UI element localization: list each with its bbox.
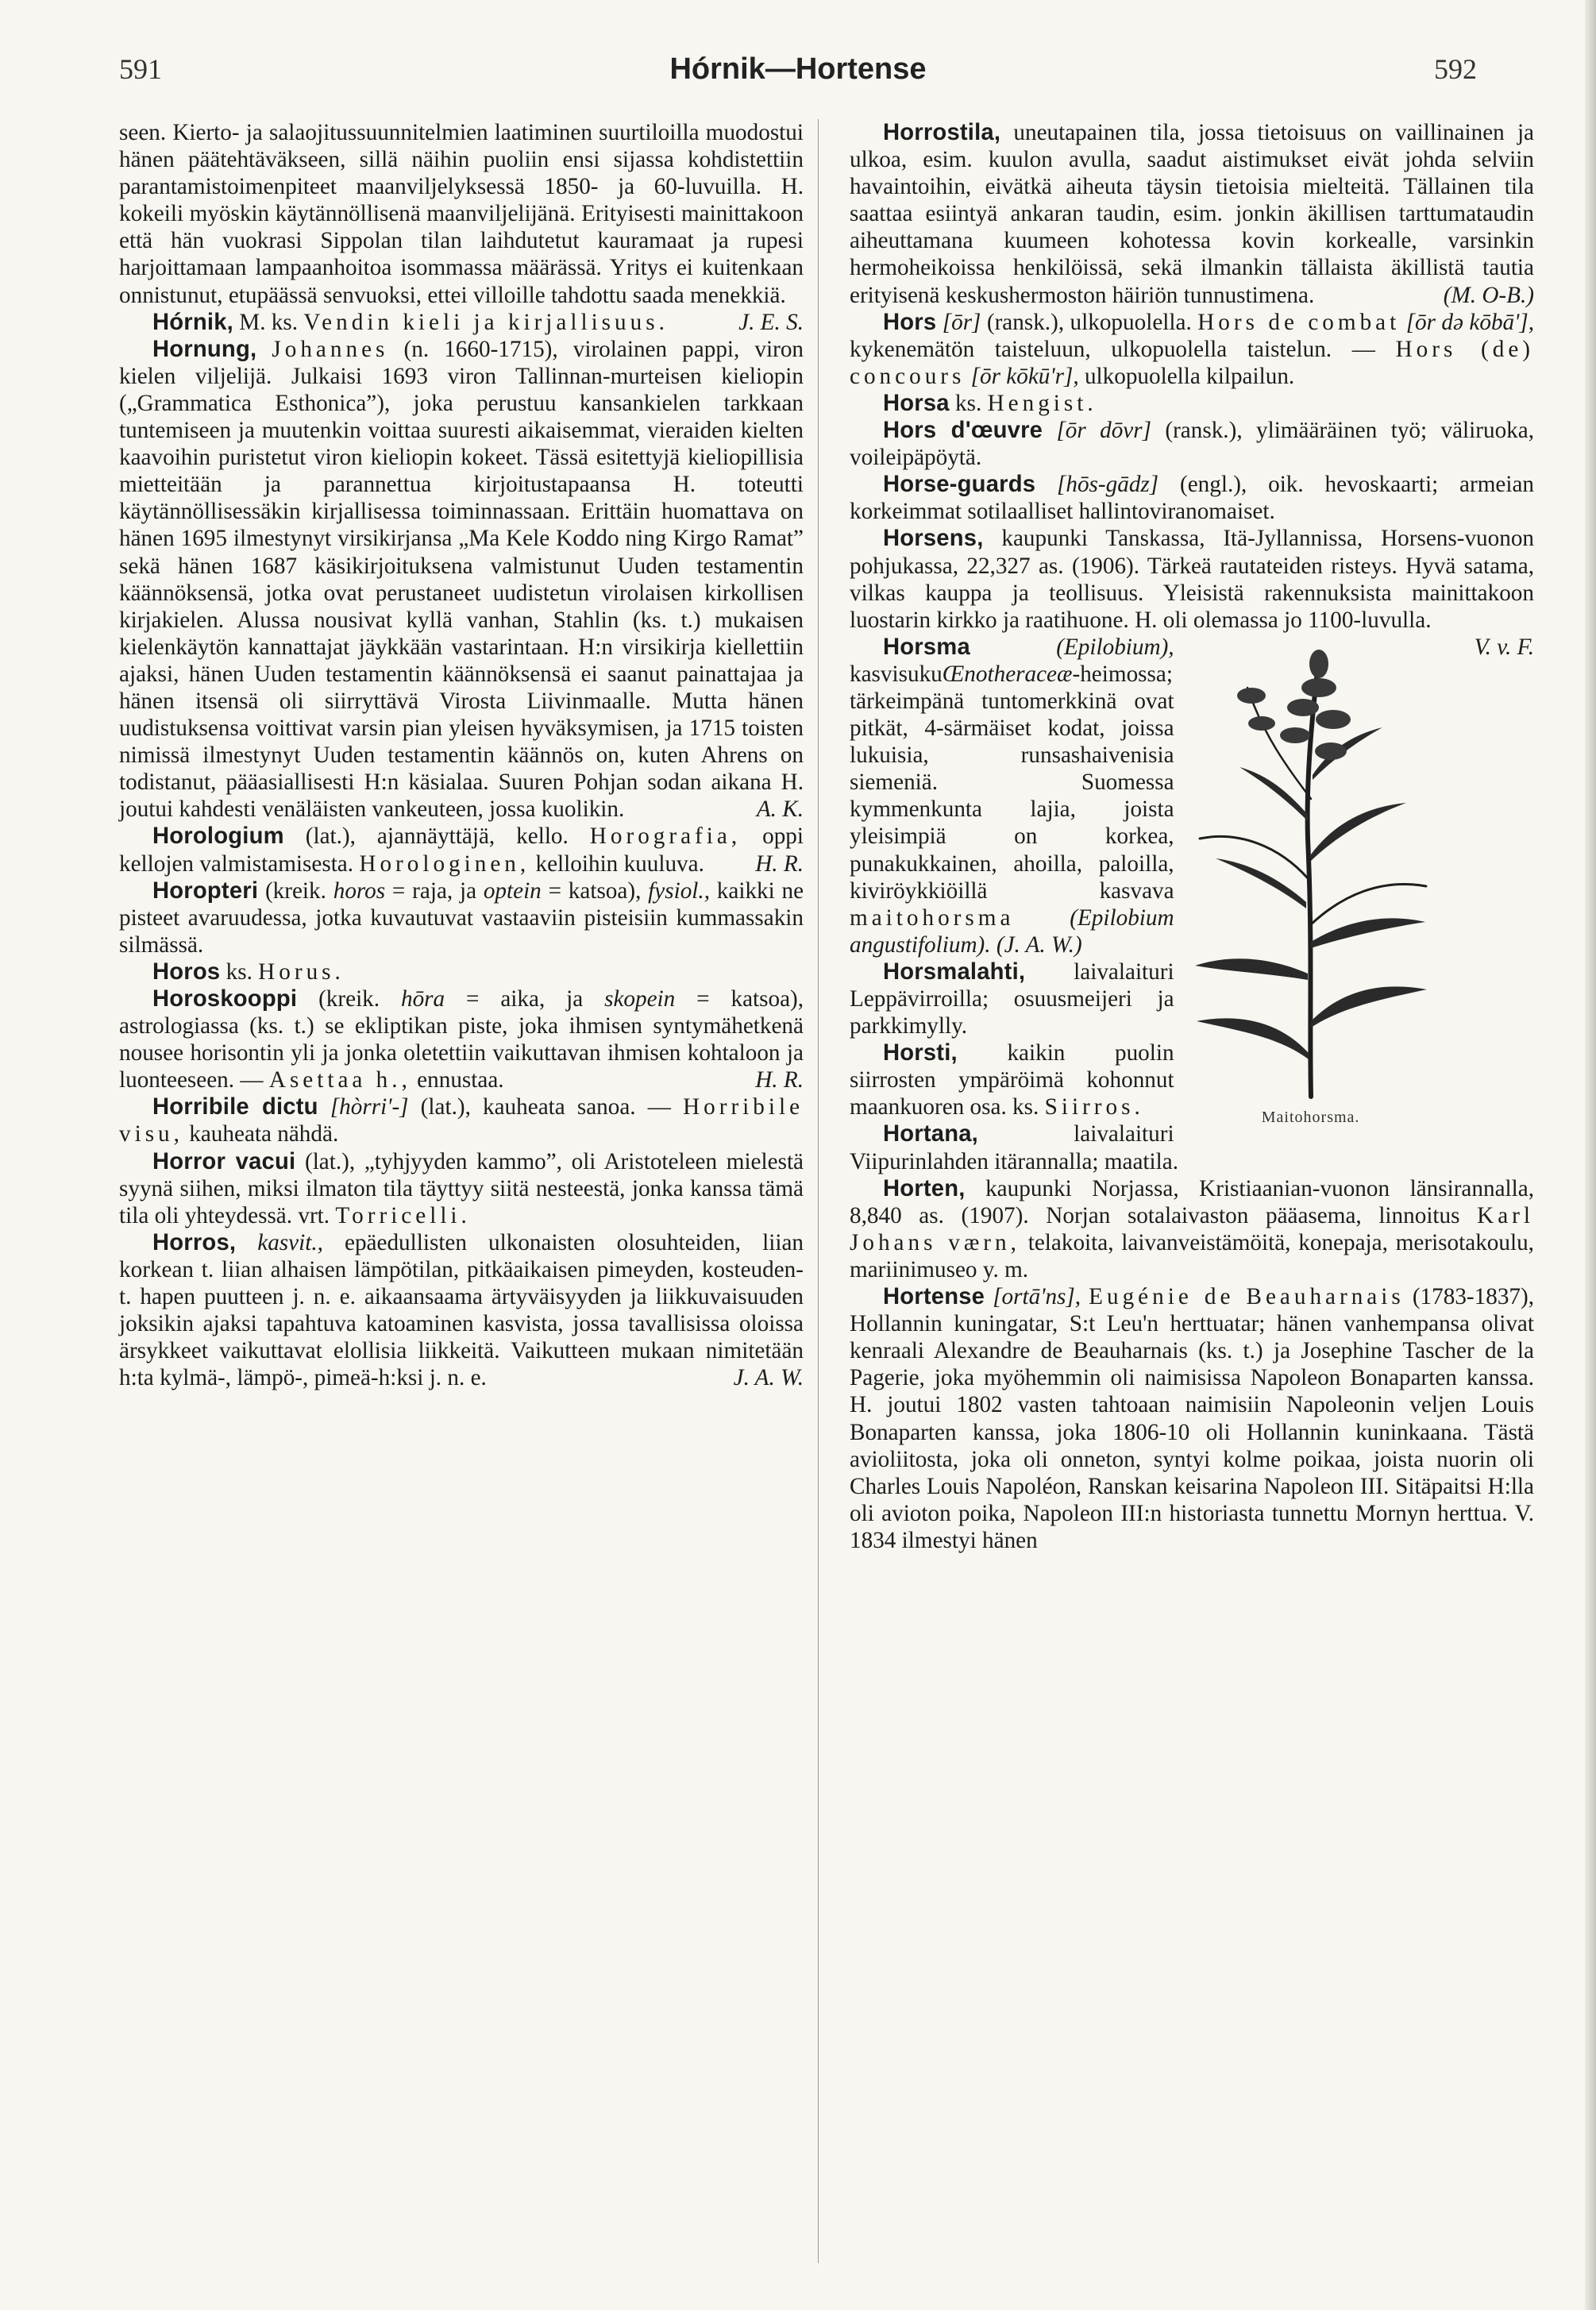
headword: Horsti,: [883, 1040, 958, 1066]
signature: (M. O-B.): [1443, 282, 1534, 308]
page-number-left: 591: [119, 53, 162, 85]
entry-horros: Horros, kasvit., epäedullisten ulkonaisten olosuhteiden, liian korkean t. liian alhaisen lämpötilan, pitkäaikaisen pimeyden, kosteuden- t. hapen puutteen j. n. e. aikaansaama ärtyväisyyden ja liikkuvaisuuden joksikin ajaksi tapahtuva katoaminen kasvista, jossa tavallisissa oloissa ärsykkeet vaikuttavat elollisia liikkeitä. Vaikutteen mukaan nimitetään h:ta kylmä-, lämpö-, pimeä-h:ksi j. n. e. J. A. W.: [119, 1229, 804, 1391]
headword: Hórnik,: [152, 309, 233, 335]
headword: Horoskooppi: [152, 986, 298, 1012]
signature: H. R.: [755, 850, 804, 877]
headword: Horrostila,: [883, 120, 1001, 145]
left-column: [119, 119, 804, 1391]
entry-hors: Hors [ōr] (ransk.), ulkopuolella. Hors de combat [ōr də kōbā'], kykenemätön taisteluun, ulkopuolella taistelun. — Hors (de) concours [ōr kōkū'r], ulkopuolella kilpailun.: [850, 309, 1535, 389]
entry-horrostila: Horrostila, uneutapainen tila, jossa tietoisuus on vaillinainen ja ulkoa, esim. kuulon avulla, saadut aistimukset eivät johda selviin havaintoihin, eivätkä aiheuta täysin tietoisia mielteitä. Tällainen tila saattaa esiintyä ankaran taudin, esim. jonkin äkillisen tarttumataudin aiheuttamana kuumeen kohotessa kovin korkealle, varsinkin hermoheikoissa henkilöissä, sekä ilmankin tällaista äkillistä tautia erityisenä keskushermoston häiriön tunnustimena. (M. O-B.): [850, 120, 1535, 308]
entry-horse-guards: Horse-guards [hōs-gādz] (engl.), oik. hevoskaarti; armeian korkeimmat sotilaalliset hallintoviranomaiset.: [850, 472, 1535, 525]
headword: Hornung,: [152, 336, 257, 362]
plant-illustration: [1192, 640, 1430, 1128]
entry-hortana: Hortana, laivalaituri Viipurinlahden itärannalla; maatila.: [850, 1121, 1179, 1174]
entry-hortense: Hortense [ortā'ns], Eugénie de Beauharnais (1783-1837), Hollannin kuningatar, S:t Leu'n herttuatar; hänen vanhempansa olivat kenraali Alexandre de Beauharnais (ks. t.) ja Josephine Tascher de la Pagerie, joka myöhemmin oli naimisissa Napoleon Bonaparten kanssa. H. joutui 1802 vasten tahtoaan naimisiin Napoleonin veljen Louis Bonaparten kanssa, joka 1806-10 oli Hollannin kuninkaana. Tästä avioliitosta, joka oli onneton, syntyi kolme poikaa, joista nuorin oli Charles Louis Napoléon, Ranskan keisarina Napoleon III. Sitäpaitsi H:lla oli avioton poika, Napoleon III:n historiasta tunnettu Mornyn herttua. V. 1834 ilmestyi hänen: [850, 1284, 1535, 1553]
headword: Horos: [152, 958, 221, 985]
entry-horos: Horos ks. Horus.: [152, 958, 345, 985]
headword: Horopteri: [152, 877, 259, 904]
headword: Horten,: [883, 1175, 966, 1201]
cross-reference: Vendin kieli ja kirjallisuus.: [303, 309, 669, 335]
entry-continuation: seen. Kierto- ja salaojitussuunnitelmien laatiminen suurtiloilla muodostui hänen päätehtäväkseen, sillä näihin puoliin ensi sijassa kohdistettiin parantamistoimenpiteet maanviljelyksessä 1850- ja 60-luvuilla. H. kokeili myöskin käytännöllisenä maanviljelijänä. Erityisesti mainittakoon että hän vuokrasi Sippolan tilan laihdutetut kauramaat ja rupesi harjoittamaan lampaanhoitoa isommassa määrässä. Yritys ei kuitenkaan onnistunut, etupäässä senvuoksi, ettei villoille tahdottu saada menekkiä. J. E. S.: [119, 120, 804, 335]
cross-reference: Hengist.: [987, 390, 1097, 416]
entry-horopteri: Horopteri (kreik. horos = raja, ja optein = katsoa), fysiol., kaikki ne pisteet avaruudessa, jotka kuvautuvat vastaaviin pisteisiin kummassakin silmässä.: [119, 877, 804, 958]
entry-horsmalahti: Horsmalahti, laivalaituri Leppävirroilla; osuusmeijeri ja parkkimylly.: [850, 958, 1174, 1039]
headword: Horros,: [152, 1229, 237, 1255]
entry-horoskooppi: Horoskooppi (kreik. hōra = aika, ja skopein = katsoa), astrologiassa (ks. t.) se ekliptikan piste, joka ihmisen syntymähetkenä nousee horisontin yli ja jonka oletettiin vaikuttavan ihmisen kohtaloon ja luonteeseen. — Asettaa h., ennustaa. H. R.: [119, 986, 804, 1093]
figure-caption: Maitohorsma.: [1261, 1108, 1360, 1126]
entry-hornung: Hornung, Johannes (n. 1660-1715), virolainen pappi, viron kielen viljelijä. Julkaisi 1693 viron Tallinnan-murteisen kieliopin („Grammatica Esthonica”), joka perustuu kansankielen tarkkaan tuntemiseen ja muutenkin voittaa suuresti aikaisemmat, vieraiden kielten kaavoihin puristetut viron kieliopin kokeet. Tässä esitettyjä kieliopillisia mietteitään ja parannettua kirjoitustapaansa H. toteutti käytännöllisessäkin kirjallisessa toiminnassaan. Erittäin huomattava on hänen 1695 ilmestynyt virsikirjansa „Ma Kele Koddo ning Kirgo Ramat” sekä hänen 1687 käsikirjoituksena valmistunut Uuden testamentin käännöksensä, jotka ovat perustaneet uudistetun virolaisen kirkollisen kirjakielen. Alussa nousivat kyllä vanhan, Stahlin (ks. t.) mukaisen kielenkäytön kannattajat jäykkään vastarintaan. H:n virsikirja kiellettiin ajaksi, hänen Uuden testamentin käännöksensä ei saanut painattajaa ja hänen itsensä oli siirryttävä Virosta Liivinmaalle. Mutta hänen uudistuksensa voittivat varsin pian yleisen hyväksymisen, ja 1715 toisten nimissä ilmestynyt Uuden testamentin käännös on, kuten Ahrens on todistanut, pääasiallisesti H:n käsialaa. Suuren Pohjan sodan aikana H. joutui kahdesti venäläisten vankeuteen, jossa kuolikin. A. K.: [119, 336, 804, 823]
signature: H. R.: [755, 1067, 804, 1093]
headword: Hors d'œuvre: [883, 418, 1043, 444]
signature: J. E. S.: [738, 309, 804, 335]
headword: Hortana,: [883, 1121, 978, 1147]
entry-horten: Horten, kaupunki Norjassa, Kristiaanian-vuonon länsirannalla, 8,840 as. (1907). Norjan sotalaivaston pääasema, linnoitus Karl Johans værn, telakoita, laivanveistämöitä, konepaja, merisotakoulu, mariinimuseo y. m.: [850, 1175, 1535, 1282]
headword: Horribile dictu: [152, 1094, 318, 1120]
headword: Horsa: [883, 390, 950, 416]
signature: V. v. F.: [1474, 634, 1534, 660]
entry-hornik: Hórnik, M. ks. Vendin kieli ja kirjallisuus.: [152, 309, 669, 335]
entry-horologium: Horologium (lat.), ajannäyttäjä, kello. Horografia, oppi kellojen valmistamisesta. Horologinen, kelloihin kuuluva. H. R.: [119, 823, 804, 877]
headword: Horsmalahti,: [883, 958, 1026, 985]
cross-reference: Horus.: [258, 958, 345, 985]
entry-horribile-dictu: Horribile dictu [hòrri'-] (lat.), kauheata sanoa. — Horribile visu, kauheata nähdä.: [119, 1094, 804, 1147]
column-rule: [818, 119, 819, 2263]
scan-edge: [1585, 0, 1596, 2310]
entry-hors-doeuvre: Hors d'œuvre [ōr dōvr] (ransk.), ylimääräinen työ; väliruoka, voileipäpöytä.: [850, 418, 1535, 471]
headword: Horror vacui: [152, 1148, 296, 1174]
signature: J. A. W.: [733, 1365, 804, 1391]
page-number-right: 592: [1434, 53, 1477, 85]
headword: Horsma: [883, 634, 970, 660]
entry-horror-vacui: Horror vacui (lat.), „tyhjyyden kammo”, oli Aristoteleen mielestä syynä siihen, miksi ilmaton tila täyttyy siitä nesteestä, jonka kanssa tämä tila oli yhteydessä. vrt. Torricelli.: [119, 1148, 804, 1228]
signature: A. K.: [756, 796, 804, 823]
right-column: [850, 119, 1534, 1554]
headword: Horse-guards: [883, 472, 1036, 498]
entry-horsa: Horsa ks. Hengist.: [883, 390, 1097, 416]
headword: Horsens,: [883, 526, 984, 552]
cross-reference: Siirros.: [1044, 1094, 1144, 1120]
fireweed-drawing: [1192, 640, 1430, 1101]
headword: Hortense: [883, 1284, 985, 1310]
signature: (J. A. W.): [996, 931, 1082, 958]
headword: Hors: [883, 309, 937, 335]
entry-horsti: Horsti, kaikin puolin siirrosten ympäröimä kohonnut maankuoren osa. ks. Siirros.: [850, 1040, 1174, 1120]
running-title: Hórnik—Hortense: [669, 52, 927, 86]
entry-horsens: Horsens, kaupunki Tanskassa, Itä-Jyllannissa, Horsens-vuonon pohjukassa, 22,327 as. (1906). Tärkeä rautateiden risteys. Hyvä satama, vilkas kauppa ja teollisuus. Yleisistä rakennuksista mainittakoon luostarin kirkko ja raatihuone. H. oli olemassa jo 1100-luvulla. V. v. F.: [850, 526, 1535, 660]
entry-horsma: Horsma (Epilobium), kasvisukuŒnotheraceæ-heimossa; tärkeimpänä tuntomerkkinä ovat pitkät, 4-särmäiset kodat, joissa lukuisia, runsashaivenisia siemeniä. Suomessa kymmenkunta lajia, joista yleisimpiä on korkea, punakukkainen, ahoilla, paloilla, kiviröykkiöillä kasvava maitohorsma (Epilobium angustifolium). (J. A. W.): [850, 634, 1174, 958]
headword: Horologium: [152, 823, 284, 850]
cross-reference: Torricelli.: [335, 1202, 471, 1228]
page-header: [119, 52, 1477, 92]
